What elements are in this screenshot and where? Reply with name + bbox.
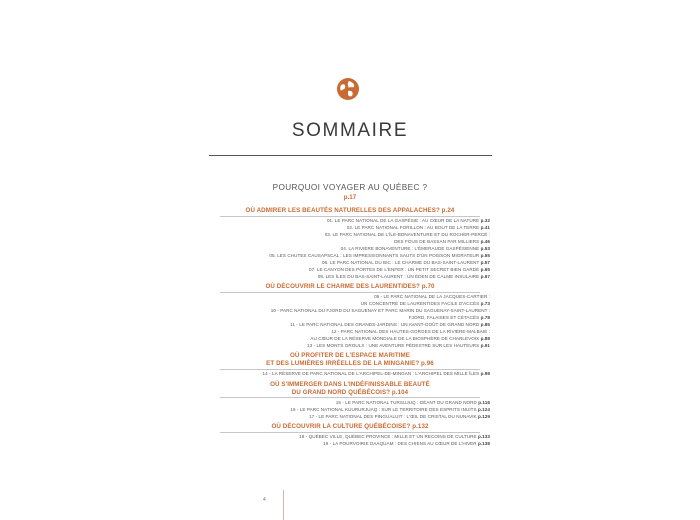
entry-page: p.138 (478, 441, 490, 447)
entry-title: 18 - QUÉBEC VILLE, QUÉBEC PROVINCE : MILLE ET UN RECOINS DE CULTURE (299, 434, 477, 440)
section-heading[interactable]: OÙ DÉCOUVRIR LE CHARME DES LAURENTIDES? p.70 (265, 283, 435, 291)
entry-title: UN CONCENTRÉ DE LAURENTIDES FACILE D'ACCÈS (360, 301, 480, 307)
toc-entry[interactable] (180, 239, 520, 246)
entry-title: 02. LE PARC NATIONAL FORILLON : AU BOUT DE LA TERRE (346, 225, 480, 231)
entry-page: p.55 (480, 252, 490, 258)
toc-entry[interactable] (180, 274, 520, 281)
entry-page: p.73 (480, 301, 490, 307)
page-title: SOMMAIRE (291, 120, 409, 141)
toc-entry[interactable] (180, 414, 520, 421)
entry-title: 12 - PARC NATIONAL DES HAUTES-GORGES DE LA RIVIÈRE-MALBAIE : (331, 328, 490, 334)
entry-title: 16 - LE PARC NATIONAL KUURURJUAQ : SUR LE TERRITOIRE DES ESPRITS INUITS (290, 406, 477, 412)
toc-entry[interactable] (180, 267, 520, 274)
folio-divider (283, 490, 284, 520)
toc-entry[interactable] (180, 336, 520, 343)
section-divider (220, 369, 480, 370)
section-heading[interactable]: ET DES LUMIÈRES IRRÉELLES DE LA MINGANIE? p.96 (266, 359, 434, 367)
entry-title: 11 - LE PARC NATIONAL DES GRANDS-JARDINS : UN AVANT-GOÛT DE GRAND NORD (290, 321, 480, 327)
globe-icon (336, 77, 360, 101)
entry-title: FJORD, FALAISES ET CÉTACÉS (408, 315, 480, 321)
entry-page: p.53 (480, 245, 490, 251)
section-heading[interactable]: OÙ S'IMMERGER DANS L'INDÉFINISSABLE BEAUTÉ (270, 380, 430, 388)
toc-entry[interactable] (180, 260, 520, 267)
entry-title: DES FOUS DE BASSAN PAR MILLIERS (394, 239, 480, 245)
section-divider (220, 216, 480, 217)
toc-entry[interactable] (180, 322, 520, 329)
toc-entry[interactable] (180, 434, 520, 441)
section-divider (220, 432, 480, 433)
entry-page: p.32 (480, 218, 490, 224)
toc-entry[interactable] (180, 407, 520, 414)
toc-section (180, 423, 520, 448)
entry-page: p.116 (478, 399, 490, 405)
toc-entry[interactable] (180, 371, 520, 378)
entry-page: p.67 (480, 273, 490, 279)
entry-page: p.85 (480, 321, 490, 327)
toc-entry[interactable] (180, 232, 520, 239)
entry-title: 03. LE PARC NATIONAL DE L'ÎLE-BONAVENTURE ET DU ROCHER-PERCÉ : (324, 232, 490, 238)
section-heading[interactable]: OÙ DÉCOUVRIR LA CULTURE QUÉBÉCOISE? p.132 (271, 423, 429, 431)
entry-title: 19 - LA POURVOIRIE DAAQUAM : DES CHIENS AU CŒUR DE L'HIVER (323, 441, 477, 447)
entry-title: 01. LE PARC NATIONAL DE LA GASPÉSIE : AU CŒUR DE LA NATURE (326, 218, 480, 224)
table-of-contents (180, 207, 520, 451)
entry-page: p.129 (478, 413, 490, 419)
section-heading[interactable]: DU GRAND NORD QUÉBÉCOIS? p.104 (291, 388, 409, 396)
toc-entry[interactable] (180, 246, 520, 253)
entry-title: 17 - LE PARC NATIONAL DES PINGUALUIT : L'ŒIL DE CRISTAL DU NUNAVIK (309, 413, 477, 419)
entry-page: p.41 (480, 225, 490, 231)
toc-section (180, 381, 520, 421)
entry-title: 06. LE PARC NATIONAL DU BIC : LE CHARME DU BAS-SAINT-LAURENT (322, 259, 480, 265)
page-number: 4 (263, 497, 266, 503)
toc-section (180, 352, 520, 378)
entry-page: p.91 (480, 342, 490, 348)
entry-title: 13 - LES MONTS GROULX : UNE AVENTURE PÉDESTRE SUR LES HAUTEURS (307, 342, 480, 348)
entry-page: p.57 (480, 259, 490, 265)
entry-title: 09 - LE PARC NATIONAL DE LA JACQUES-CARTIER : (374, 294, 490, 300)
toc-entry[interactable] (180, 253, 520, 260)
toc-entry[interactable] (180, 329, 520, 336)
section-heading[interactable]: OÙ ADMIRER LES BEAUTÉS NATURELLES DES APPALACHES? p.24 (245, 207, 455, 214)
entry-page: p.46 (480, 239, 490, 245)
entry-title: 07. LE CANYON DES PORTES DE L'ENFER : UN PETIT SECRET BIEN GARDÉ (309, 266, 480, 272)
entry-page: p.65 (480, 266, 490, 272)
entry-title: AU CŒUR DE LA RÉSERVE MONDIALE DE LA BIOSPHÈRE DE CHARLEVOIX (310, 335, 480, 341)
intro-page-number: p.17 (343, 194, 357, 201)
entry-page: p.124 (478, 406, 490, 412)
entry-page: p.133 (478, 434, 490, 440)
entry-title: 08. LES ÎLES DU BAS-SAINT-LAURENT : UN ÉDEN DE CALME INSULAIRE (317, 273, 480, 279)
toc-entry[interactable] (180, 343, 520, 350)
toc-entry[interactable] (180, 400, 520, 407)
entry-title: 15 - LE PARC NATIONAL TURSUJUQ : GÉANT DU GRAND NORD (335, 399, 477, 405)
entry-page: p.78 (480, 315, 490, 321)
entry-title: 04. LA RIVIÈRE BONAVENTURE : L'ÉMERAUDE GASPÉSIENNE (340, 245, 480, 251)
toc-entry[interactable] (180, 218, 520, 225)
entry-page: p.88 (480, 335, 490, 341)
section-heading[interactable]: OÙ PROFITER DE L'ESPACE MARITIME (289, 352, 411, 360)
section-divider (220, 397, 480, 398)
title-rule (209, 155, 492, 156)
toc-entry[interactable] (180, 441, 520, 448)
entry-title: 14 - LA RÉSERVE DE PARC NATIONAL DE L'ARCHIPEL-DE-MINGAN : L'ARCHIPEL DES MILLE ÎLES (262, 371, 480, 377)
toc-section (180, 207, 520, 280)
entry-page: p.98 (480, 371, 490, 377)
entry-title: 10 - PARC NATIONAL DU FJORD DU SAGUENAY ET PARC MARIN DU SAGUENAY-SAINT-LAURENT : (270, 308, 490, 314)
toc-section (180, 283, 520, 350)
toc-entry[interactable] (180, 315, 520, 322)
toc-entry[interactable] (180, 301, 520, 308)
entry-title: 05. LES CHUTES CAUSAPSCAL : LES IMPRESSIONNANTS SAUTS D'UN POISSON MIGRATEUR (269, 252, 480, 258)
intro-title: POURQUOI VOYAGER AU QUÉBEC ? (272, 183, 428, 192)
section-divider (220, 292, 480, 293)
